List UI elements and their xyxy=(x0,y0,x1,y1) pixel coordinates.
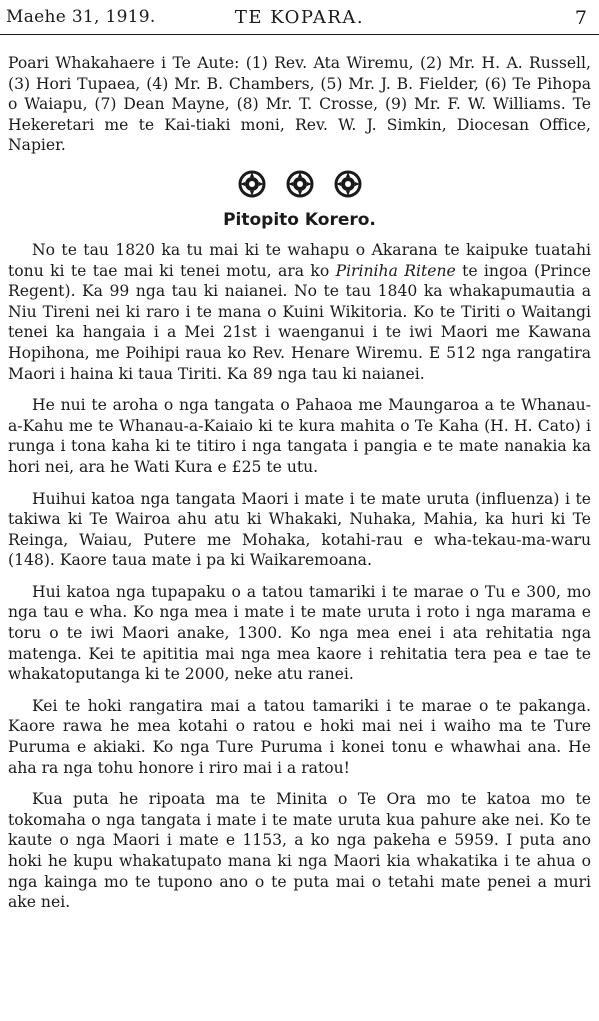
board-members-paragraph: Poari Whakahaere i Te Aute: (1) Rev. Ata Wiremu, (2) Mr. H. A. Russell, (3) Hori Tupaea, (4) Mr. B. Chambers, (5) Mr. J. B. Fielder, (6) Te Pihopa o Waiapu, (7) Dean Mayne, (8) Mr. T. Crosse, (9) Mr. F. W. Williams. Te Hekeretari me te Kai-tiaki moni, Rev. W. J. Simkin, Diocesan Office, Napier. xyxy=(8,54,591,155)
issue-date: Maehe 31, 1919. xyxy=(6,7,156,27)
article-paragraph xyxy=(8,240,591,384)
article-paragraph: He nui te aroha o nga tangata o Pahaoa me Maungaroa a te Whanau-a-Kahu me te Whanau-a-Kaiaio ki te kura mahita o Te Kaha (H. H. Cato) i runga i tona kaha ki te titiro i nga tangata i pangia e te mate nanakia ka hori nei, ara he Wati Kura e £25 te utu. xyxy=(8,396,591,476)
running-head xyxy=(0,0,599,35)
article-paragraph: Kua puta he ripoata ma te Minita o Te Ora mo te katoa mo te tokomaha o nga tangata i mate i te mate uruta kua pahure ake nei. Ko te kaute o nga Maori i mate e 1153, a ko nga pakeha e 5959. I puta ano hoki he kupu whakatupato mana ki nga Maori kia whakatika i te ahua o nga kainga mo te tupono ano o te puta mai o tetahi mate penei a muri ake nei. xyxy=(8,790,591,912)
article-paragraph: Hui katoa nga tupapaku o a tatou tamariki i te marae o Tu e 300, mo nga tau e wha. Ko nga mea i mate i te mate uruta i roto i nga marama e toru o te iwi Maori anake, 1300. Ko nga mea enei i ata rehitatia nga matenga. Kei te apititia mai nga mea kaore i rehitatia tera pea e tae te whakatoputanga ki te 2000, neke atu ranei. xyxy=(8,582,591,684)
page-number: 7 xyxy=(574,7,587,29)
article-paragraph: Huihui katoa nga tangata Maori i mate i te mate uruta (influenza) i te takiwa ki Te Wairoa ahu atu ki Whakaki, Nuhaka, Mahia, ka huri ki Te Reinga, Waiau, Putere me Mohaka, kotahi-rau e wha-tekau-ma-waru (148). Kaore taua mate i pa ki Waikaremoana. xyxy=(8,489,591,570)
section-heading: Pitopito Korero. xyxy=(223,209,376,230)
flower-ornament-icon xyxy=(238,170,266,198)
ornament-row xyxy=(8,170,591,198)
flower-ornament-icon xyxy=(286,170,314,198)
flower-ornament-icon xyxy=(334,170,362,198)
paragraph-text: No te tau 1820 ka tu mai ki te wahapu o Akarana te kaipuke tuatahi tonu ki te tae mai ki tenei motu, ara ko xyxy=(8,240,591,280)
article-paragraph: Kei te hoki rangatira mai a tatou tamariki i te marae o te pakanga. Kaore rawa he mea kotahi o ratou e hoki mai nei i waiho ma te Ture Puruma e akiaki. Ko nga Ture Puruma i konei tonu e whawhai ana. He aha ra nga tohu honore i riro mai i a ratou! xyxy=(8,696,591,777)
ship-name: Piriniha Ritene xyxy=(335,261,456,280)
publication-title: TE KOPARA. xyxy=(234,7,365,28)
paragraph-text: te ingoa (Prince Regent). Ka 99 nga tau ki naianei. No te tau 1840 ka whakapumautia a Niu Tireni nei ki raro i te mana o Kuini Wikitoria. Ko te Tiriti o Waitangi tenei ka hangaia i a Mei 21st i waenganui i te iwi Maori me Kawana Hopihona, me Poihipi raua ko Rev. Henare Wiremu. E 512 nga rangatira Maori i haina ki taua Tiriti. Ka 89 nga tau ki naianei. xyxy=(8,261,591,383)
